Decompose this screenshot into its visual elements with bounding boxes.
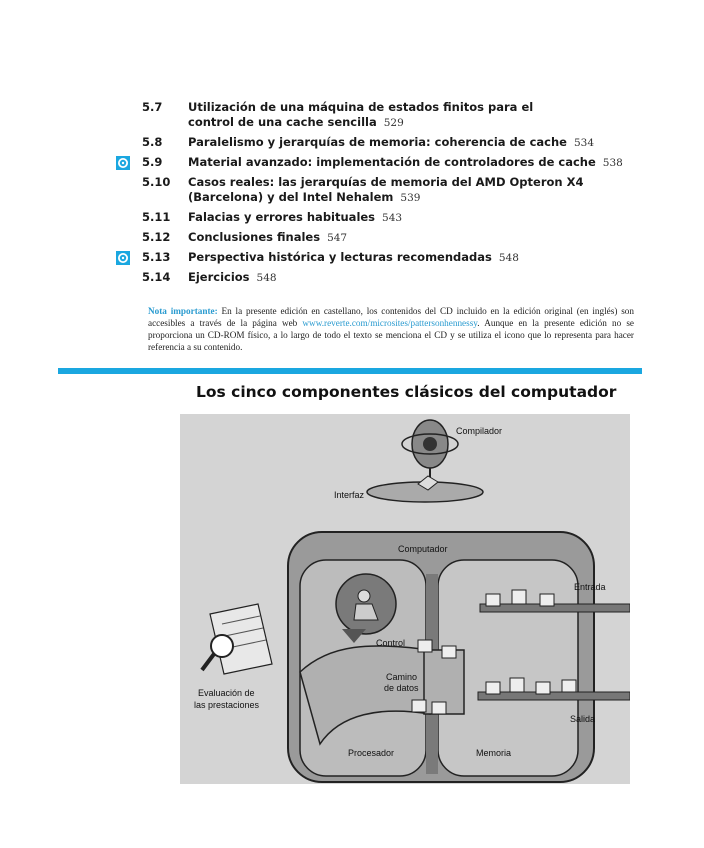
toc-entry-title: [188, 100, 533, 131]
computer-components-figure: [180, 414, 630, 784]
table-of-contents: [116, 100, 636, 290]
section-divider: [58, 368, 642, 374]
toc-entry-page: 543: [382, 212, 403, 224]
toc-entry-page: 538: [602, 157, 623, 169]
note-text-before-link: En la presente edición en castellano, los contenidos del CD incluido en la edición original (en inglés) son accesibles a través de la página web: [148, 306, 634, 328]
compiler-label: Compilador: [456, 426, 503, 436]
toc-entry-page: 534: [573, 137, 595, 149]
toc-entry-title: [188, 135, 594, 151]
toc-entry-number: 5.8: [142, 135, 163, 149]
toc-entry-number: 5.12: [142, 230, 171, 244]
toc-entry-page: 548: [256, 272, 277, 284]
toc-title-line: Material avanzado: implementación de controladores de cache: [188, 155, 596, 169]
toc-entry-page: 539: [400, 192, 421, 204]
toc-entry[interactable]: [116, 155, 636, 171]
cd-icon: [116, 156, 130, 170]
toc-entry-number: 5.14: [142, 270, 171, 284]
output-label: Salida: [570, 714, 596, 724]
control-label: Control: [376, 638, 406, 648]
toc-entry[interactable]: [116, 175, 636, 206]
toc-entry-number: 5.10: [142, 175, 171, 189]
computer-label: Computador: [398, 544, 448, 554]
important-note: [148, 305, 634, 353]
toc-entry-number: 5.13: [142, 250, 171, 264]
toc-entry[interactable]: [116, 135, 636, 151]
processor-label: Procesador: [348, 748, 395, 758]
note-label: Nota importante:: [148, 306, 218, 316]
cd-icon: [116, 251, 130, 265]
toc-title-line: Paralelismo y jerarquías de memoria: coherencia de cache: [188, 135, 567, 149]
toc-entry[interactable]: [116, 210, 636, 226]
toc-entry[interactable]: [116, 250, 636, 266]
interface-label: Interfaz: [334, 490, 365, 500]
toc-title-line: Falacias y errores habituales: [188, 210, 376, 224]
figure-title: Los cinco componentes clásicos del computador: [196, 383, 617, 401]
toc-entry[interactable]: [116, 270, 636, 286]
toc-title-line: Ejercicios: [188, 270, 250, 284]
toc-title-line: Perspectiva histórica y lecturas recomendadas: [188, 250, 492, 264]
toc-entry-number: 5.9: [142, 155, 163, 169]
toc-title-line: control de una cache sencilla: [188, 115, 377, 129]
toc-entry-title: [188, 210, 402, 226]
datapath-label-line2: de datos: [384, 683, 419, 693]
toc-entry[interactable]: [116, 230, 636, 246]
toc-entry-title: [188, 250, 519, 266]
toc-entry-page: 547: [327, 232, 348, 244]
datapath-label-line1: Camino: [386, 672, 418, 682]
toc-title-line: Conclusiones finales: [188, 230, 321, 244]
toc-entry[interactable]: [116, 100, 636, 131]
evaluation-label-line1: Evaluación de: [198, 688, 255, 698]
evaluation-label-line2: las prestaciones: [194, 700, 260, 710]
memory-label: Memoria: [476, 748, 512, 758]
toc-entry-page: 529: [383, 117, 404, 129]
note-website-link[interactable]: www.reverte.com/microsites/pattersonhennessy: [302, 318, 478, 328]
input-label: Entrada: [574, 582, 606, 592]
toc-entry-page: 548: [498, 252, 519, 264]
toc-title-line: Utilización de una máquina de estados finitos para el: [188, 100, 534, 114]
toc-entry-title: [188, 175, 583, 206]
toc-entry-number: 5.11: [142, 210, 171, 224]
toc-entry-number: 5.7: [142, 100, 163, 114]
toc-title-line: Casos reales: las jerarquías de memoria del AMD Opteron X4: [188, 175, 584, 189]
note-text-after-link: . Aunque en la presente edición no se proporciona un CD-ROM físico, a lo largo de todo el texto se menciona el CD y se utiliza el icono que lo representa para hacer referencia a su contenido.: [148, 318, 635, 352]
toc-entry-title: [188, 230, 347, 246]
toc-title-line: (Barcelona) y del Intel Nehalem: [188, 190, 394, 204]
toc-entry-title: [188, 155, 623, 171]
toc-entry-title: [188, 270, 277, 286]
